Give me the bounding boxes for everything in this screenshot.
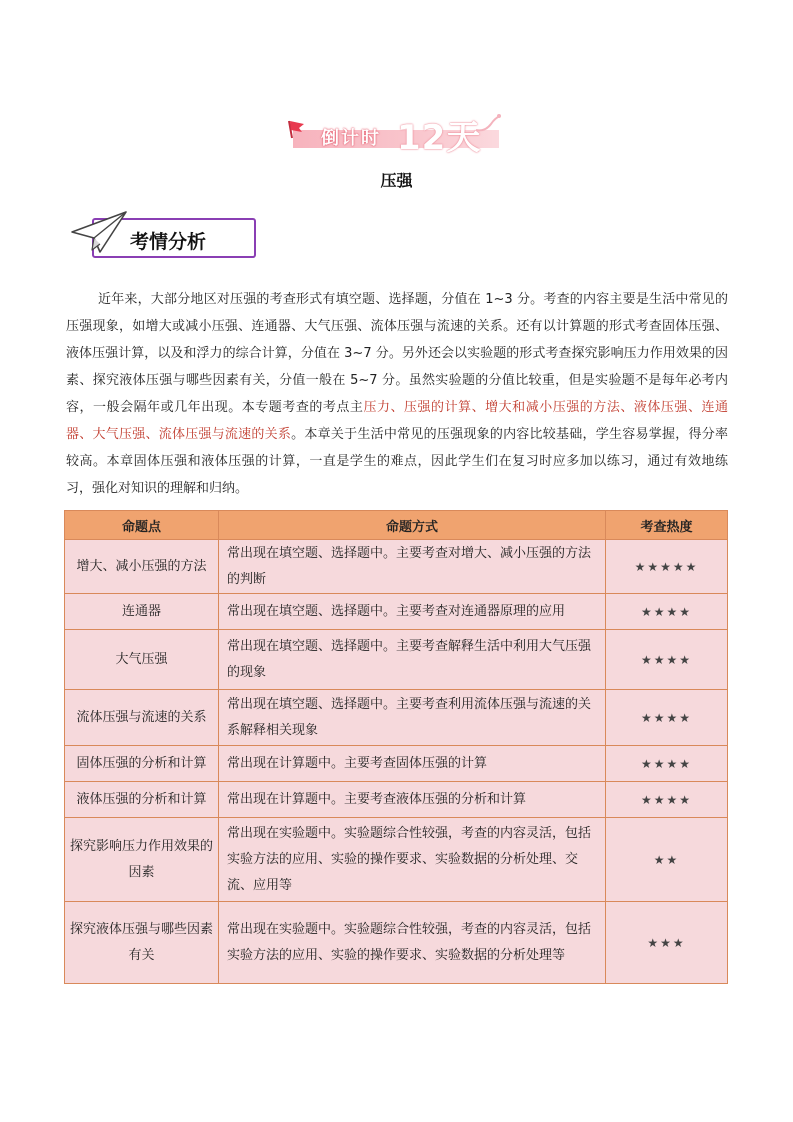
row-topic: 固体压强的分析和计算: [65, 746, 219, 782]
intro-paragraph: [66, 286, 728, 502]
page-title: 压强: [380, 171, 413, 190]
exam-analysis-table: [64, 510, 728, 984]
row-heat: ★★★★: [606, 630, 728, 690]
intro-text-1: 近年来，大部分地区对压强的考查形式有填空题、选择题，分值在 1~3 分。考查的内容主要是生活中常见的压强现象，如增大或减小压强、连通器、大气压强、流体压强与流速的关系。还有以计算题的形式考查固体压强、液体压强计算，以及和浮力的综合计算，分值在 3~7 分。另外还会以实验题的形式考查探究影响压力作用效果的因素、探究液体压强与哪些因素有关，分值一般在 5~7 分。虽然实验题的分值比较重，但是实验题不是每年必考内容，一般会隔年或几年出现。本专题考查的考点主: [66, 292, 728, 415]
row-topic: 探究影响压力作用效果的因素: [65, 818, 219, 902]
row-method: 常出现在填空题、选择题中。主要考查利用流体压强与流速的关系解释相关现象: [219, 690, 606, 746]
row-topic: 液体压强的分析和计算: [65, 782, 219, 818]
row-method: 常出现在实验题中。实验题综合性较强，考查的内容灵活，包括实验方法的应用、实验的操作要求、实验数据的分析处理、交流、应用等: [219, 818, 606, 902]
swirl-decoration-icon: [473, 112, 503, 134]
row-topic: 流体压强与流速的关系: [65, 690, 219, 746]
row-method: 常出现在计算题中。主要考查液体压强的分析和计算: [219, 782, 606, 818]
row-topic: 大气压强: [65, 630, 219, 690]
section-header: [66, 208, 266, 268]
intro-text-2: 。本章关于生活中常见的压强现象的内容比较基础，学生容易掌握，得分率较高。本章固体压强和液体压强的计算，一直是学生的难点，因此学生们在复习时应多加以练习，通过有效地练习，强化对知识的理解和归纳。: [66, 427, 728, 496]
row-method: 常出现在填空题、选择题中。主要考查对连通器原理的应用: [219, 594, 606, 630]
table-row: [65, 690, 728, 746]
countdown-days: 12天: [397, 118, 482, 158]
row-heat: ★★★★: [606, 782, 728, 818]
row-heat: ★★★★★: [606, 540, 728, 594]
table-header-row: [65, 511, 728, 540]
intro-highlight: 压力、压强的计算、增大和减小压强的方法、液体压强、连通器、大气压强、流体压强与流速的关系: [66, 400, 728, 442]
row-method: 常出现在填空题、选择题中。主要考查对增大、减小压强的方法的判断: [219, 540, 606, 594]
row-topic: 增大、减小压强的方法: [65, 540, 219, 594]
row-heat: ★★★: [606, 902, 728, 984]
header-heat: 考查热度: [606, 511, 728, 540]
row-method: 常出现在计算题中。主要考查固体压强的计算: [219, 746, 606, 782]
table-row: [65, 540, 728, 594]
row-heat: ★★★★: [606, 746, 728, 782]
row-method: 常出现在填空题、选择题中。主要考查解释生活中利用大气压强的现象: [219, 630, 606, 690]
header-topic: 命题点: [65, 511, 219, 540]
paper-plane-icon: [70, 208, 130, 256]
row-topic: 探究液体压强与哪些因素有关: [65, 902, 219, 984]
table-row: [65, 902, 728, 984]
table-row: [65, 630, 728, 690]
row-heat: ★★: [606, 818, 728, 902]
row-topic: 连通器: [65, 594, 219, 630]
table-row: [65, 746, 728, 782]
row-heat: ★★★★: [606, 594, 728, 630]
table-row: [65, 594, 728, 630]
countdown-banner: [285, 110, 507, 158]
table-row: [65, 818, 728, 902]
flag-icon: [285, 118, 307, 140]
row-method: 常出现在实验题中。实验题综合性较强，考查的内容灵活，包括实验方法的应用、实验的操作要求、实验数据的分析处理等: [219, 902, 606, 984]
section-header-label: 考情分析: [130, 231, 207, 253]
table-row: [65, 782, 728, 818]
countdown-label: 倒计时: [321, 128, 381, 149]
row-heat: ★★★★: [606, 690, 728, 746]
header-method: 命题方式: [219, 511, 606, 540]
